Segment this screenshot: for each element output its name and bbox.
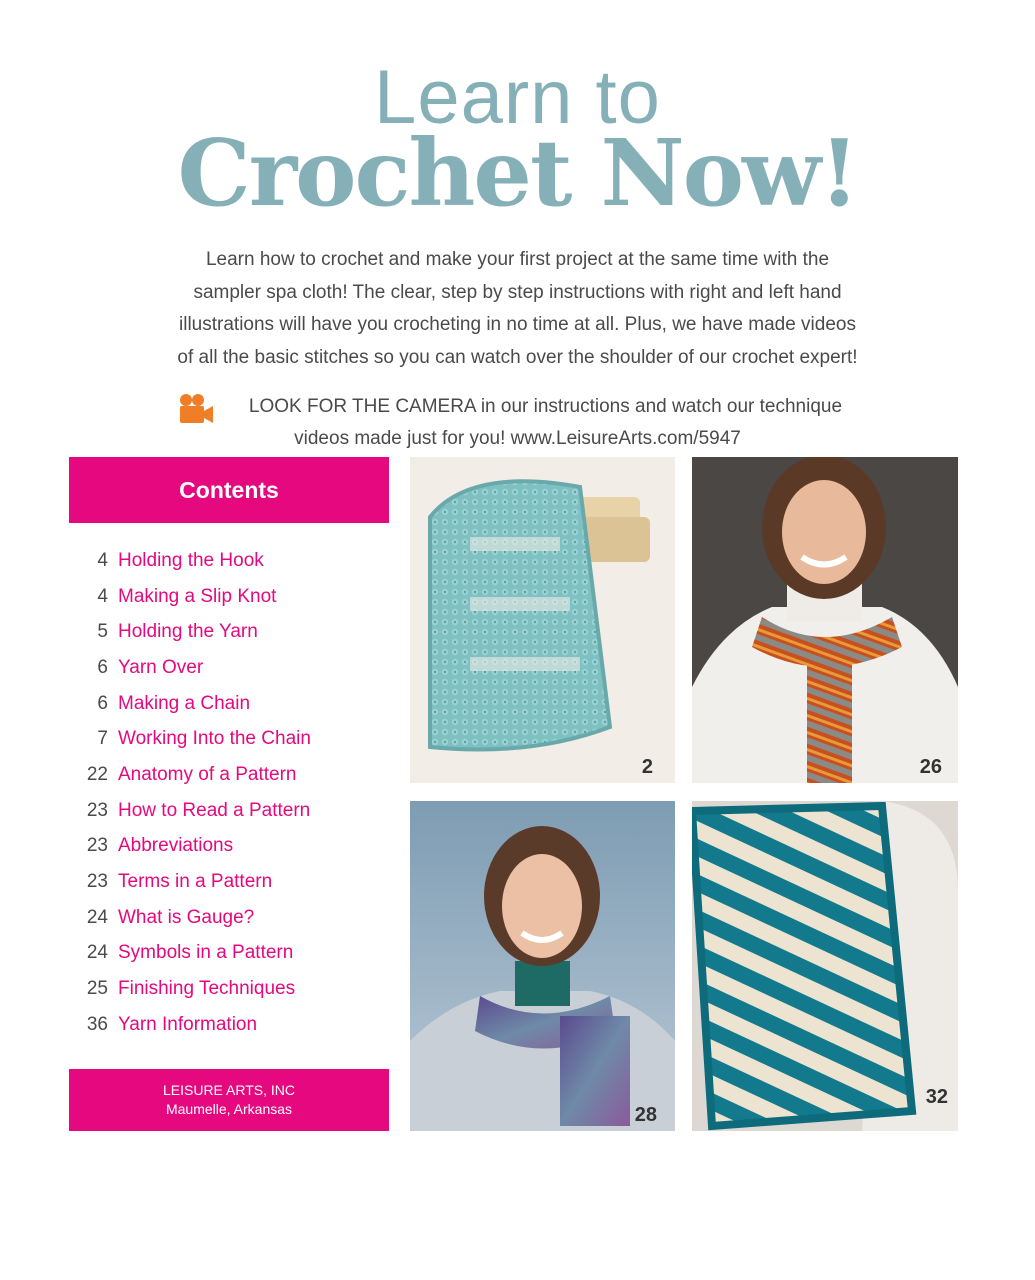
toc-page-number: 7 <box>97 728 108 750</box>
toc-item[interactable] <box>69 971 399 1007</box>
toc-item[interactable] <box>69 936 399 972</box>
toc-page-number: 23 <box>86 799 108 821</box>
intro-paragraph <box>140 244 895 374</box>
photo-page-number: 26 <box>919 756 942 778</box>
camera-note-line: videos made just for you! www.LeisureArts.com/5947 <box>294 428 741 449</box>
toc-label: Anatomy of a Pattern <box>118 763 297 785</box>
toc-item[interactable] <box>69 579 399 615</box>
photo-page-number: 28 <box>634 1104 657 1126</box>
neckwarmer-model-illustration <box>410 801 675 1131</box>
toc-label: Abbreviations <box>118 835 234 857</box>
toc-label: Holding the Hook <box>118 549 264 571</box>
toc-label: Making a Slip Knot <box>118 585 277 607</box>
toc-label: Making a Chain <box>118 692 251 714</box>
toc-item[interactable] <box>69 757 399 793</box>
intro-line: sampler spa cloth! The clear, step by step instructions with right and left hand <box>193 281 842 303</box>
toc-item[interactable] <box>69 614 399 650</box>
publisher-name: LEISURE ARTS, INC <box>162 1082 295 1098</box>
toc-label: Working Into the Chain <box>118 728 311 750</box>
toc-page-number: 4 <box>97 549 108 571</box>
toc-page-number: 25 <box>86 978 108 1000</box>
toc-page-number: 23 <box>86 871 108 893</box>
toc-item[interactable] <box>69 721 399 757</box>
toc-item[interactable] <box>69 650 399 686</box>
toc-page-number: 6 <box>97 656 108 678</box>
toc-page-number: 4 <box>97 585 108 607</box>
toc-label: What is Gauge? <box>118 906 255 928</box>
toc-item[interactable] <box>69 543 399 579</box>
toc-item[interactable] <box>69 829 399 865</box>
intro-line: of all the basic stitches so you can watch over the shoulder of our crochet expert! <box>177 346 858 368</box>
toc-label: Yarn Information <box>118 1013 258 1035</box>
photo-striped-blanket <box>692 801 958 1131</box>
toc-label: Symbols in a Pattern <box>118 942 294 964</box>
title-crochet-now: Crochet Now! <box>177 119 858 227</box>
contents-heading: Contents <box>69 457 389 523</box>
photo-page-number: 32 <box>925 1086 948 1108</box>
intro-line: Learn how to crochet and make your first project at the same time with the <box>205 249 830 270</box>
toc-label: Holding the Yarn <box>118 621 258 643</box>
photo-spa-cloth <box>410 457 675 783</box>
scarf-model-illustration <box>692 457 958 783</box>
toc-page-number: 22 <box>86 763 108 785</box>
photo-neckwarmer <box>410 801 675 1131</box>
toc-item[interactable] <box>69 864 399 900</box>
camera-note <box>140 391 895 455</box>
toc-label: How to Read a Pattern <box>118 799 311 821</box>
toc-item[interactable] <box>69 1007 399 1043</box>
toc-page-number: 5 <box>97 621 108 643</box>
toc-label: Finishing Techniques <box>118 978 296 1000</box>
publisher-location: Maumelle, Arkansas <box>165 1101 293 1117</box>
contents-list <box>69 543 399 1043</box>
publisher-box <box>69 1069 389 1131</box>
toc-item[interactable] <box>69 793 399 829</box>
spa-cloth-illustration <box>410 457 675 783</box>
toc-page-number: 23 <box>86 835 108 857</box>
toc-label: Yarn Over <box>118 656 204 678</box>
toc-label: Terms in a Pattern <box>118 871 273 893</box>
toc-item[interactable] <box>69 900 399 936</box>
toc-page-number: 24 <box>86 942 108 964</box>
toc-page-number: 24 <box>86 906 108 928</box>
intro-line: illustrations will have you crocheting in no time at all. Plus, we have made videos <box>179 314 856 335</box>
photo-page-number: 2 <box>641 756 653 778</box>
camera-note-line: LOOK FOR THE CAMERA in our instructions and watch our technique <box>248 396 843 417</box>
blanket-illustration <box>692 801 958 1131</box>
photo-striped-scarf <box>692 457 958 783</box>
toc-page-number: 6 <box>97 692 108 714</box>
toc-item[interactable] <box>69 686 399 722</box>
title-learn-to: Learn to <box>374 55 661 140</box>
toc-page-number: 36 <box>86 1013 108 1035</box>
